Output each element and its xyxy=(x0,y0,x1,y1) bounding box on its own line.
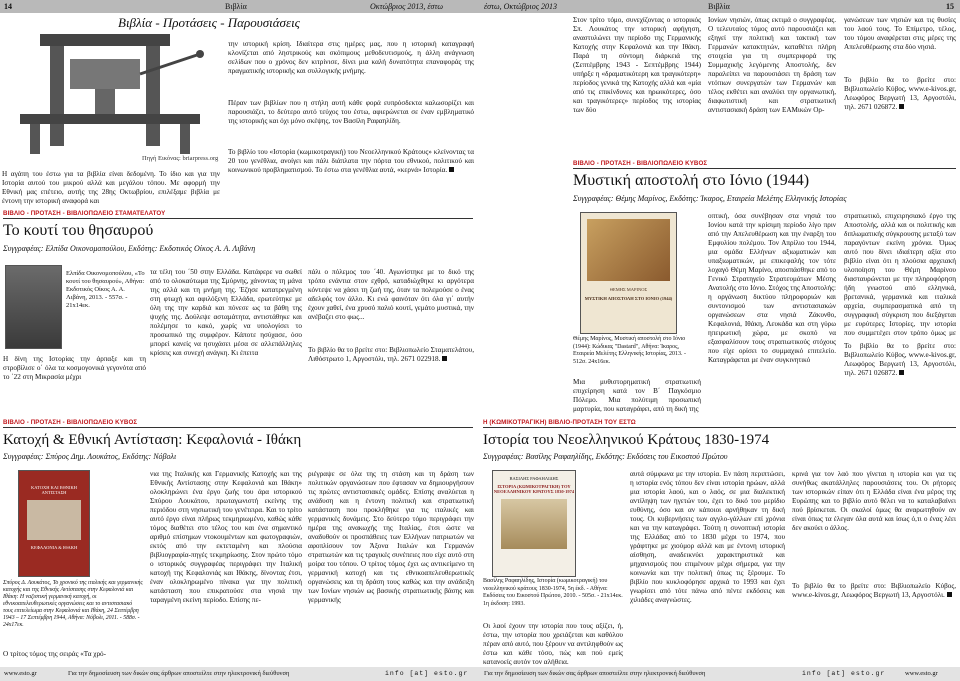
footer-email[interactable]: info [at] esto.gr xyxy=(385,670,469,677)
printing-press-illustration xyxy=(0,14,222,169)
image-credit: Πηγή Εικόνας: briarpress.org xyxy=(142,155,219,162)
book1-availability: Το βιβλίο θα το βρείτε στο: Βιβλιοπωλείο Σταματελάτου, Λιθόστρωτο 1, Αργοστόλι, τηλ. 2671 022918. xyxy=(308,346,474,363)
right-page xyxy=(480,0,960,681)
footer-site[interactable]: www.esto.gr xyxy=(4,670,37,677)
book3-availability: Το βιβλίο θα το βρείτε στο: Βιβλιοπωλείο Κύβος, www.e-kivos.gr, Λεωφόρος Βεργωτή 13, Αργοστόλι, τηλ. 2671 026872. xyxy=(844,342,956,377)
book2-cover-subtitle: ΚΕΦΑΛΟΝΙΑ & ΙΘΑΚΗ xyxy=(30,545,78,550)
book2-tag: ΒΙΒΛΙΟ - ΠΡΟΤΑΣΗ - ΒΙΒΛΙΟΠΩΛΕΙΟ ΚΥΒΟΣ xyxy=(3,419,138,426)
book3-cover-title: ΜΥΣΤΙΚΗ ΑΠΟΣΤΟΛΗ ΣΤΟ ΙΟΝΙΟ (1944) xyxy=(584,296,673,301)
book2-col3: ριέγραψε σε όλα της τη στάση και τη δράση των πολιτικών οργανώσεων που έφτασαν να δημιουργήσουν τις πρώτες αντιστασιακές ομάδες. Επίσης αναλύεται η ανάδυση και η έντονη πολιτική και στρατιωτική κατάσταση που προκλήθηκε για τις ιταλικές και γερμανικές δυνάμεις. Στο δεύτερο τόμο περιγράφει την ημέρα της ανακωχής της Ιταλίας, έτσι ώστε να αναδυθούν οι προσπάθειες των Ελλήνων πατριωτών να αφοπλίσουν τον Άξονα Ιταλών και Γερμανών στρατιωτών και τις τραγικές συνέπειες που είχε αυτό στη μοίρα του τόπου. Ο τρίτος τόμος έχει ως αντικείμενο τη γερμανική κατοχή και τις εθνικοαπελευθερωτικές οργανώσεις και τη δράση τους καθώς και την ανάδειξη των Ιονίων νησιών ως βασικής στρατιωτικής βάσης και γερμανικής xyxy=(308,470,474,604)
book1-tag: ΒΙΒΛΙΟ - ΠΡΟΤΑΣΗ - ΒΙΒΛΙΟΠΩΛΕΙΟ ΣΤΑΜΑΤΕΛΑΤΟΥ xyxy=(3,210,166,217)
book3-caption: Θέμης Μαρίνος, Μυστική αποστολή στο Ιόνιο (1944): Κώδικας "Dastard", Αθήνα: Ίκαρος, Εταιρεία Μελέτης Ελληνικής Ιστορίας, 2013. - 512σ. 24x16εκ. xyxy=(573,336,687,365)
end-mark xyxy=(899,104,904,109)
book3-col3: στρατιωτικό, επιχειρησιακό έργο της Αποστολής, αλλά και οι πολιτικής και διπλωματικής σύγκρουσης μεταξύ των παραγόντων εκείνη χρόνια. Όμως αυτό που δίνει ιδιαίτερη αξία στο βιβλίο είναι ότι η πλούσια αρχειακή υλοποίηση του Θέμη Μαρίνου διασταυρώνεται με την πληροφόρηση ήδη γνωστού από ελληνικά, βρετανικά, γερμανικά και ιταλικά αρχεία, συμπερασματικά από τη συγγραφική σύγκριση που διεξάγεται με ευρύτερες Ιστορίες, την ιστορία που συμμετέχει στον τρόπο όμως με xyxy=(844,212,956,336)
page-footer xyxy=(480,667,960,681)
end-mark xyxy=(899,370,904,375)
book4-cover xyxy=(492,470,576,577)
book4-authors: Συγγραφέας: Βασίλης Ραφαηλίδης, Εκδότης: Εκδόσεις του Εικοστού Πρώτου xyxy=(483,452,728,461)
footer-notice: Για την δημοσίευση των δικών σας άρθρων αποστείλτε στην ηλεκτρονική διεύθυνση xyxy=(484,670,706,677)
book1-col2: τα τέλη του ΄50 στην Ελλάδα. Κατάφερε να σωθεί από το ολοκαύτωμα της Σμύρνης, χάνοντας τη μάνα της αλλά και τη μνήμη της. Έζησε κατατρεγμένη στη φτωχή και αφιλόξενη Ελλάδα, ερωτεύτηκε με όλη της την καρδιά και πόνεσε ως τα βάθη της ψυχής της. Δούλεψε ασταμάτητα, αντιστάθηκε και πολέμησε το κακό, χωρίς να υπολογίσει το προσωπικό της συμφέρον. Κάποτε ησύχασε, όσο μπορεί κανείς να ησυχάσει μέσα σε αλλεπάλληλες κρίσεις και συνεχή ανάγκη. Κι έπειτα xyxy=(150,268,302,357)
book4-caption: Βασίλης Ραφαηλίδης, Ιστορία (κωμικοτραγική) του νεοελληνικού κράτους 1830-1974, 5η έκδ. - Αθήνα: Εκδόσεις του Εικοστού Πρώτου, 2010. - 505σ. - 21x14εκ. 1η έκδοση: 1993. xyxy=(483,578,623,607)
book3-cover xyxy=(580,212,677,334)
book4-tag: Η (ΚΩΜΙΚΟΤΡΑΓΙΚΗ) ΒΙΒΛΙΟ-ΠΡΟΤΑΣΗ ΤΟΥ ΕΣΤΩ xyxy=(483,419,636,426)
divider xyxy=(3,427,473,428)
intro-text: Η αγάπη του έστω για τα βιβλία είναι δεδομένη. Το ίδιο και για την Ιστορία αυτού του μικρού αλλά και μεγάλου τόπου. Με αφορμή την Εθνική μας επέτειο, αυτής της 28ης Οκτωβρίου, επιλέξαμε βιβλία με έντονη την ιστορική αναφορά και xyxy=(2,170,220,205)
section-title: Βιβλία - Προτάσεις - Παρουσιάσεις xyxy=(118,15,300,30)
footer-email[interactable]: info [at] esto.gr xyxy=(802,670,886,677)
book3-cover-map xyxy=(587,219,670,281)
book4-availability: Το βιβλίο θα το βρείτε στο: Βιβλιοπωλείο Κύβος, www.e-kivos.gr, Λεωφόρος Βεργωτή 13, Αργοστόλι. xyxy=(792,582,956,599)
intro-continuation: την ιστορική κρίση. Ιδιαίτερα στις ημέρες μας, που η ιστορική καταγραφή κλονίζεται από ληστρικούς και σκόπιμους μεθοδευτισμούς, η άλλη ανάγνωση σελίδων που ο χρόνος δεν κιτρίνισε, δίνει μια καλή δυνατότητα επαναφοράς της πραγματικής ιστορικής και συλλογικής μνήμης. xyxy=(228,40,474,75)
book4-col2: αυτά σύμφωνα με την ιστορία. Εν πάση περιπτώσει, η ιστορία ενός τόπου δεν είναι ιστορία ηρώων, αλλά μια ιστορία λαού, και ο λαός, σε μια διαλεκτική αντίληψη των ηγετών του, έχει το δικό του μερίδιο ευθύνης, όσο και αν κάποιοι αρνήθηκαν τη δική τους. Οι κυβερνήσεις των αγγλο-γάλλων επί χρόνια και να την καταγράφει. Τούτη η συνοπτική ιστορία της Ελλάδας από το 1830 μέχρι το 1974, που γράφτηκε με χιούμορ αλλά και με έντονη ιστορική αίσθηση, αναδεικνύει χαρακτηριστικά και μηχανισμούς που επιμένουν μέχρι σήμερα, για την κοινωνία και την πολιτική όπως τις ξέρουμε. Το βιβλίο που κυκλοφόρησε αρχικά το 1993 και έχει γνωρίσει από τότε πάνω από πέντε εκδόσεις και χιλιάδες αναγνώστες. xyxy=(630,470,785,604)
book2-col1: Ο τρίτος τόμος της σειράς «Τα χρό- xyxy=(3,650,107,658)
header-section: Βιβλία xyxy=(708,2,730,11)
footer-notice: Για την δημοσίευση των δικών σας άρθρων αποστείλτε στην ηλεκτρονική διεύθυνση xyxy=(68,670,290,677)
book3-tag: ΒΙΒΛΙΟ - ΠΡΟΤΑΣΗ - ΒΙΒΛΙΟΠΩΛΕΙΟ ΚΥΒΟΣ xyxy=(573,160,708,167)
book1-authors: Συγγραφέας: Ελπίδα Οικονομοπούλου, Εκδότης: Εκδοτικός Οίκος Α. Α. Λιβάνη xyxy=(3,244,256,253)
end-mark xyxy=(947,592,952,597)
header-issue: Οκτώβριος 2013, έστω xyxy=(370,2,443,11)
top-col1: Στον τρίτο τόμο, συνεχίζοντας ο ιστορικός Σπ. Λουκάτος την ιστορική αφήγηση, αναστυλώνει την περίοδο της Γερμανικής Κατοχής στην Κεφαλονιά και την Ιθάκη. Παρά τη σύντομη διάρκειά της (Σεπτέμβρης 1943 - Σεπτέμβρης 1944) υπήρξε η «δραματικότερη και τραγικότερη» περίοδος γενικά της Κατοχής αλλά και «μία από τις επικίνδυνες και ηρωικότερες, όσο και τραγικότερες» περίοδος της ιστορίας των δύο xyxy=(573,16,701,114)
end-mark xyxy=(449,167,454,172)
book4-cover-illustration xyxy=(501,499,567,549)
page-header xyxy=(480,0,960,13)
book2-cover-title: ΚΑΤΟΧΗ ΚΑΙ ΕΘΝΙΚΗ ΑΝΤΙΣΤΑΣΗ xyxy=(31,485,77,495)
divider xyxy=(3,218,473,219)
book3-authors: Συγγραφέας: Θέμης Μαρίνος, Εκδότης: Ίκαρος, Εταιρεία Μελέτης Ελληνικής Ιστορίας xyxy=(573,194,847,203)
book1-title: Το κουτί του θησαυρού xyxy=(3,222,154,239)
page-header xyxy=(0,0,480,13)
book2-cover xyxy=(18,470,90,577)
top-col2: Ιονίων νησιών, όπως εκτιμά ο συγγραφέας. Ο τελευταίος τόμος αυτό παρουσιάζει και εξηγεί την πολιτική και τακτική των Γερμανών κατακτητών, καταθέτει πλήρη στοιχεία για τη συμπεριφορά της Συμμαχικής λεγόμενης Αποστολής, δεν παραλείπει να παρουσιάσει τη δράση των ντόπιων συνεργατών των Γερμανών και τέλος εκθέτει και αναλύει την οργανωτική, διαφωτιστική και στρατιωτική αντιστασιακή δράση των ΕΑΜικών Ορ- xyxy=(708,16,836,114)
page-number: 15 xyxy=(946,2,954,11)
book1-col1: Η δίνη της Ιστορίας την άρπαξε και τη στροβίλισε ο΄ όλα τα κοσμογονικά γεγονότα από το ΄22 στη Μικρασία μέχρι xyxy=(3,355,146,381)
book4-col1: Οι λαοί έχουν την ιστορία που τους αξίζει, ή, έστω, την ιστορία που χρειάζεται και καθόλου πέραν από αυτό, που ξέρουν να αντιληφθούν ως έστω και κάθε τόσο, πώς και πού εμείς κατανοείς αυτόν τον αλήθεια. xyxy=(483,622,623,666)
book1-cover xyxy=(5,265,62,349)
book4-cover-title: ΙΣΤΟΡΙΑ (ΚΩΜΙΚΟΤΡΑΓΙΚΗ) ΤΟΥ ΝΕΟΕΛΛΗΝΙΚΟΥ ΚΡΑΤΟΥΣ 1830-1974 xyxy=(493,484,575,494)
book4-cover-author: ΒΑΣΙΛΗΣ ΡΑΦΑΗΛΙΔΗΣ xyxy=(509,476,559,481)
page-number: 14 xyxy=(4,2,12,11)
book1-col3: πάλι ο πόλεμος του ΄40. Αγωνίστηκε με το δικό της τρόπο ενάντια στον εχθρό, καταδιώχθηκε κι αργότερα κόντεψε να χάσει τη ζωή της, όταν τα πολεμούσε ο ένας αδελφός τον άλλο. Κι ενώ φαινόταν ότι όλα γι΄ αυτήν έχουν χαθεί, ένα χρυσό παλιό κουτί, γεμάτο μυστικά, την ανέβαζει στο φως... xyxy=(308,268,474,321)
book1-caption: Ελπίδα Οικονομοπούλου, «Το κουτί του θησαυρού», Αθήνα: Εκδοτικός Οίκος Α. Α. Λιβάνη, 2013. - 557σ. - 21x14εκ. xyxy=(66,270,145,309)
book2-caption: Σπύρος Δ. Λουκάτος, Το χρονικό της ιταλικής και γερμανικής κατοχής και της Εθνικής Αντίστασης στην Κεφαλονιά και Ιθάκη: Η ναζιστική γερμανική κατοχή, οι εθνικοαπελευθερωτικές οργανώσεις και το αντιστασιακό τους επιτελείωμα στην Κεφαλονιά και Ιθάκη, 24 Σεπτέμβρη 1943 – 17 Σεπτέμβρη 1944, Αθήνα: Νόβολι, 2011. - 588σ. - 24x17εκ. xyxy=(3,580,143,628)
book2-col2: νια της Ιταλικής και Γερμανικής Κατοχής και της Εθνικής Αντίστασης στην Κεφαλονιά και Ιθάκη» ολοκληρώνει ένα έργο ζωής του άρα ιστορικού Σπύρου Λουκάτου, πρωταγωνιστή εκείνης της περιόδου στη νησιωτική του γενέτειρα. Και το τρίτο αυτό έργο είναι πλήρως τεκμηριωμένο, καθώς κάθε τόμος διαθέτει στο τέλος του και ένα σημαντικό αριθμό επίσημων ντοκουμέντων και φωτογραφιών, εκτός από την εκτεταμένη και πλούσια βιβλιογραφία-πηγές τεκμηρίωσης. Στον πρώτο τόμο ο ιστορικός συγγραφέας περιγράφει την Ιταλική κατοχή της Κεφαλονιάς και Ιθάκης, δίνοντας έτσι, έναν ολοκληρωμένο πίνακα για την πολιτική κατάσταση που επικρατούσε στα νησιά την ταραγμένη εκείνη περίοδο. Επίσης πε- xyxy=(150,470,302,604)
book3-col2: οπτική, όσα συνέβησαν στα νησιά του Ιονίου κατά την κρίσιμη περίοδο λίγο πριν από την Απελευθέρωση και την έναρξη του Εμφυλίου πολέμου. Τον Απρίλιο του 1944, μια ομάδα Ελλήνων αξιωματικών και υπαξιωματικών, με επικεφαλής τον τότε λοχαγό Θέμη Μαρίνο, αποσπάσθηκε από το Γενικό Στρατηγείο Στρατευμάτων Μέσης Ανατολής στο Ιόνιο. Στόχος της Αποστολής: η οργάνωση δικτύου πληροφοριών και συντονισμού των αντιστασιακών οργανώσεων στα νησιά Ζάκυνθο, Κεφαλονιά, Ιθάκη, Λευκάδα και στη γύρω ηπειρωτική χώρα, με σκοπό να εξασφαλίσουν τους στρατιωτικούς στόχους που είχε ορίσει το συμμαχικό επιτελείο. Καταγράφεται με έναν συγκινητικό xyxy=(708,212,836,364)
top-col3: γανώσεων των νησιών και τις θυσίες του λαού τους. Το Επίμετρο, τέλος, του τόμου αναφέρεται στις μέρες της Απελευθέρωσης στα δύο νησιά. xyxy=(844,16,956,51)
divider xyxy=(573,168,956,169)
end-mark xyxy=(442,356,447,361)
book4-col3: κρινά για τον λαό που γίνεται η ιστορία και για τις συνήθως ακατάλληλες παρουσιάσεις του. Οι ρήτορες των ιστορικών είπαν ότι η Ελλάδα είναι ένα μέρος της Ευρώπης και το βιβλίο αυτό θέλει να το καταλαβαίνει πού βρίσκεται. Οι σκαλοί όμως θα αναρωτηθούν αν είναι όπως τα έλεγαν όλα αυτά και ίσως ό,τι ο ένας λέει δεν ακούει ο άλλος. xyxy=(792,470,956,532)
book3-cover-author: ΘΕΜΗΣ ΜΑΡΙΝΟΣ xyxy=(609,287,648,292)
book3-title: Μυστική αποστολή στο Ιόνιο (1944) xyxy=(573,172,810,189)
intro-continuation-3: Το βιβλίο του «Ιστορία (κωμικοτραγική) του Νεοελληνικού Κράτους» κλείνοντας τα 20 του γενέθλια, ανοίγει και πάλι διάπλατα την πόρτα του εθνικού, πολιτικού και κοινωνικού προβληματισμού. Το έστω στα γενέθλια αυτά, «κερνά» Ιστορία. xyxy=(228,148,474,174)
printing-press-image xyxy=(0,14,222,169)
footer-site[interactable]: www.esto.gr xyxy=(905,670,938,677)
book2-authors: Συγγραφέας: Σπύρος Δημ. Λουκάτος, Εκδότης: Νόβολι xyxy=(3,452,177,461)
intro-continuation-2: Πέραν των βιβλίων που η στήλη αυτή κάθε φορά ευπρόσδεκτα καλωσορίζει και παρουσιάζει, το δεύτερο αυτό τεύχος του έστω, αφιερώνεται σε έναν εμβληματικό της ιστορικής και όχι μόνο σκέψης, τον Βασίλη Ραφαηλίδη. xyxy=(228,99,474,125)
book3-col1: Μια μυθιστορηματική στρατιωτική επιχείρηση κατά τον Β΄ Παγκόσμιο Πόλεμο. Μια πολύτιμη προσωπική μαρτυρία, που καταγράφει, από τη δική της xyxy=(573,378,701,413)
book4-title: Ιστορία του Νεοελληνικού Κράτους 1830-1974 xyxy=(483,432,770,448)
book2-title: Κατοχή & Εθνική Αντίσταση: Κεφαλονιά - Ιθάκη xyxy=(3,432,302,448)
top-col3-availability: Το βιβλίο θα το βρείτε στο: Βιβλιοπωλείο Κύβος, www.e-kivos.gr, Λεωφόρος Βεργωτή 13, Αργοστόλι, τηλ. 2671 026872. xyxy=(844,76,956,111)
book2-cover-photo xyxy=(27,500,81,540)
header-issue: έστω, Οκτώβριος 2013 xyxy=(484,2,557,11)
divider xyxy=(483,427,956,428)
header-section: Βιβλία xyxy=(225,2,247,11)
page-footer xyxy=(0,667,480,681)
